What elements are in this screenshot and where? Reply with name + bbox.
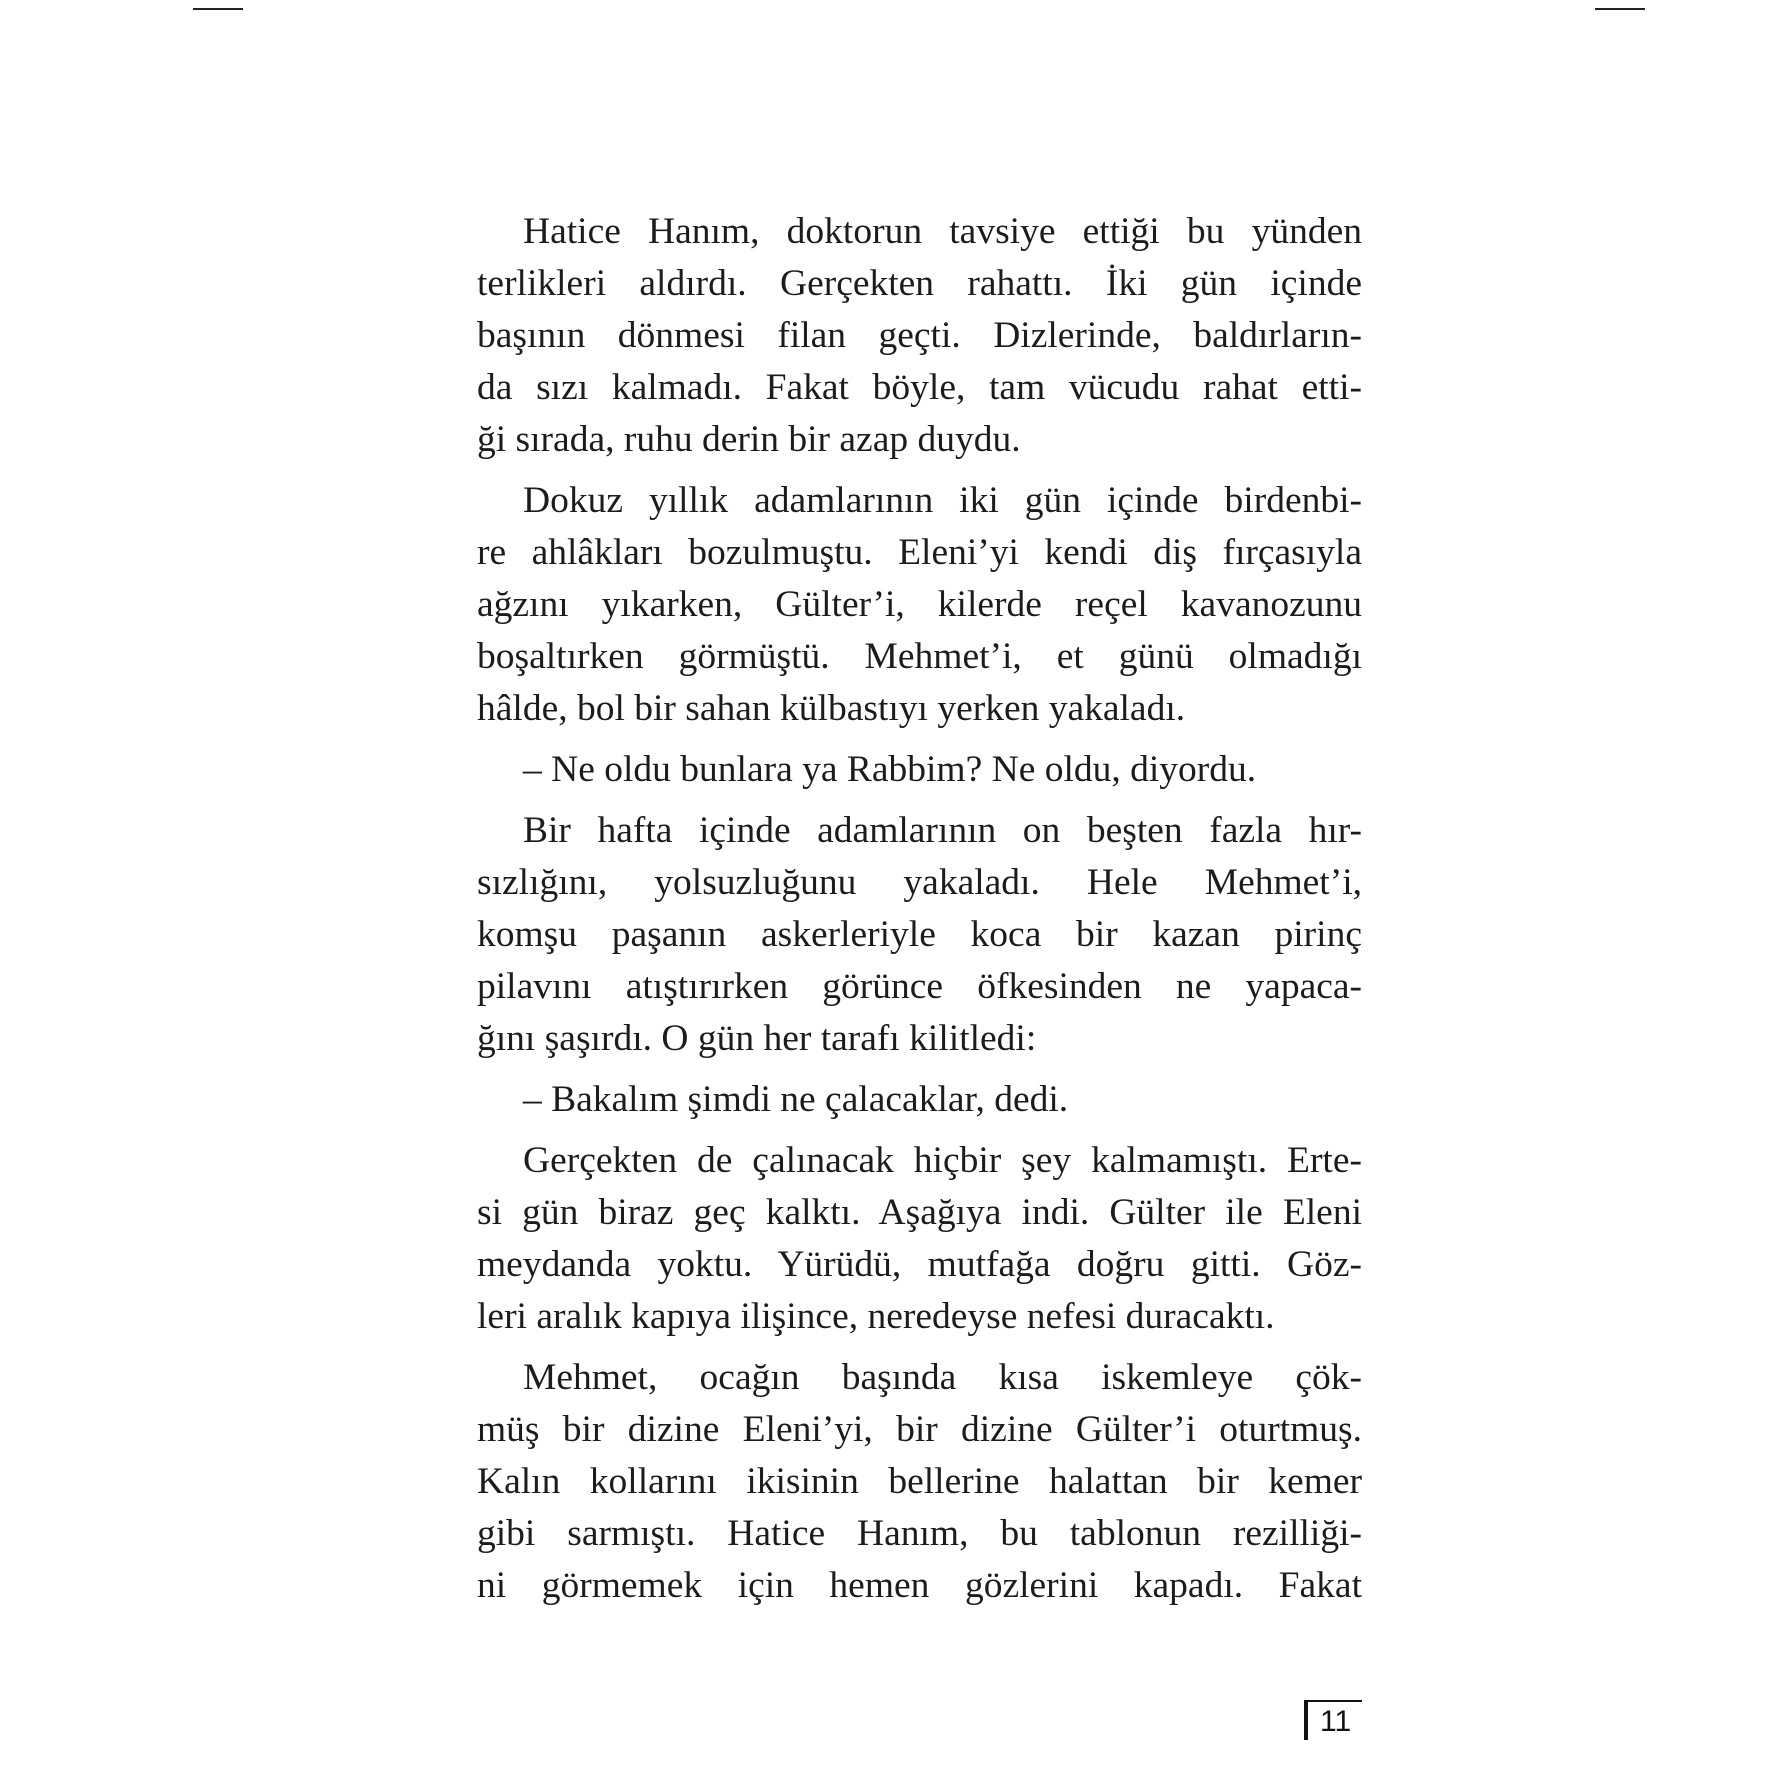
paragraph (477, 206, 1362, 466)
text-line: ağzını yıkarken, Gülter’i, kilerde reçel kavanozunu (477, 584, 1362, 625)
text-line: meydanda yoktu. Yürüdü, mutfağa doğru gitti. Göz- (477, 1244, 1362, 1285)
text-line: si gün biraz geç kalktı. Aşağıya indi. Gülter ile Eleni (477, 1192, 1362, 1233)
text-line: Bir hafta içinde adamlarının on beşten fazla hır- (523, 810, 1362, 851)
text-line: ni görmemek için hemen gözlerini kapadı. Fakat (477, 1565, 1362, 1606)
paragraph (477, 805, 1362, 1065)
text-line: ğını şaşırdı. O gün her tarafı kilitledi: (477, 1018, 1037, 1059)
text-line: terlikleri aldırdı. Gerçekten rahattı. İki gün içinde (477, 263, 1362, 304)
text-line: müş bir dizine Eleni’yi, bir dizine Gülter’i oturtmuş. (477, 1409, 1362, 1450)
text-line: hâlde, bol bir sahan külbastıyı yerken yakaladı. (477, 688, 1186, 729)
dialogue-line (477, 744, 1362, 796)
folio-rule-horizontal (1304, 1700, 1362, 1702)
text-line: Kalın kollarını ikisinin bellerine halattan bir kemer (477, 1461, 1362, 1502)
paragraph (477, 1135, 1362, 1343)
text-line: komşu paşanın askerleriyle koca bir kazan pirinç (477, 914, 1362, 955)
text-line: sızlığını, yolsuzluğunu yakaladı. Hele Mehmet’i, (477, 862, 1362, 903)
body-text (477, 206, 1362, 1612)
text-line: Mehmet, ocağın başında kısa iskemleye çök- (523, 1357, 1362, 1398)
text-line: – Bakalım şimdi ne çalacaklar, dedi. (523, 1079, 1069, 1120)
paragraph (477, 475, 1362, 735)
text-line: – Ne oldu bunlara ya Rabbim? Ne oldu, diyordu. (523, 749, 1257, 790)
paragraph (477, 1352, 1362, 1612)
folio-rule-vertical (1304, 1700, 1308, 1740)
crop-mark-right (1595, 8, 1645, 10)
text-line: Dokuz yıllık adamlarının iki gün içinde birdenbi- (523, 480, 1362, 521)
text-line: gibi sarmıştı. Hatice Hanım, bu tablonun rezilliği- (477, 1513, 1362, 1554)
text-line: leri aralık kapıya ilişince, neredeyse nefesi duracaktı. (477, 1296, 1275, 1337)
text-line: başının dönmesi filan geçti. Dizlerinde, baldırların- (477, 315, 1362, 356)
text-line: ği sırada, ruhu derin bir azap duydu. (477, 419, 1021, 460)
page-number-folio (1304, 1700, 1362, 1740)
dialogue-line (477, 1074, 1362, 1126)
text-line: Gerçekten de çalınacak hiçbir şey kalmamıştı. Erte- (523, 1140, 1362, 1181)
crop-mark-left (193, 8, 243, 10)
text-line: pilavını atıştırırken görünce öfkesinden ne yapaca- (477, 966, 1362, 1007)
text-line: da sızı kalmadı. Fakat böyle, tam vücudu rahat etti- (477, 367, 1362, 408)
text-line: Hatice Hanım, doktorun tavsiye ettiği bu yünden (523, 211, 1362, 252)
text-line: boşaltırken görmüştü. Mehmet’i, et günü olmadığı (477, 636, 1362, 677)
text-line: re ahlâkları bozulmuştu. Eleni’yi kendi diş fırçasıyla (477, 532, 1362, 573)
page-number: 11 (1320, 1705, 1352, 1738)
